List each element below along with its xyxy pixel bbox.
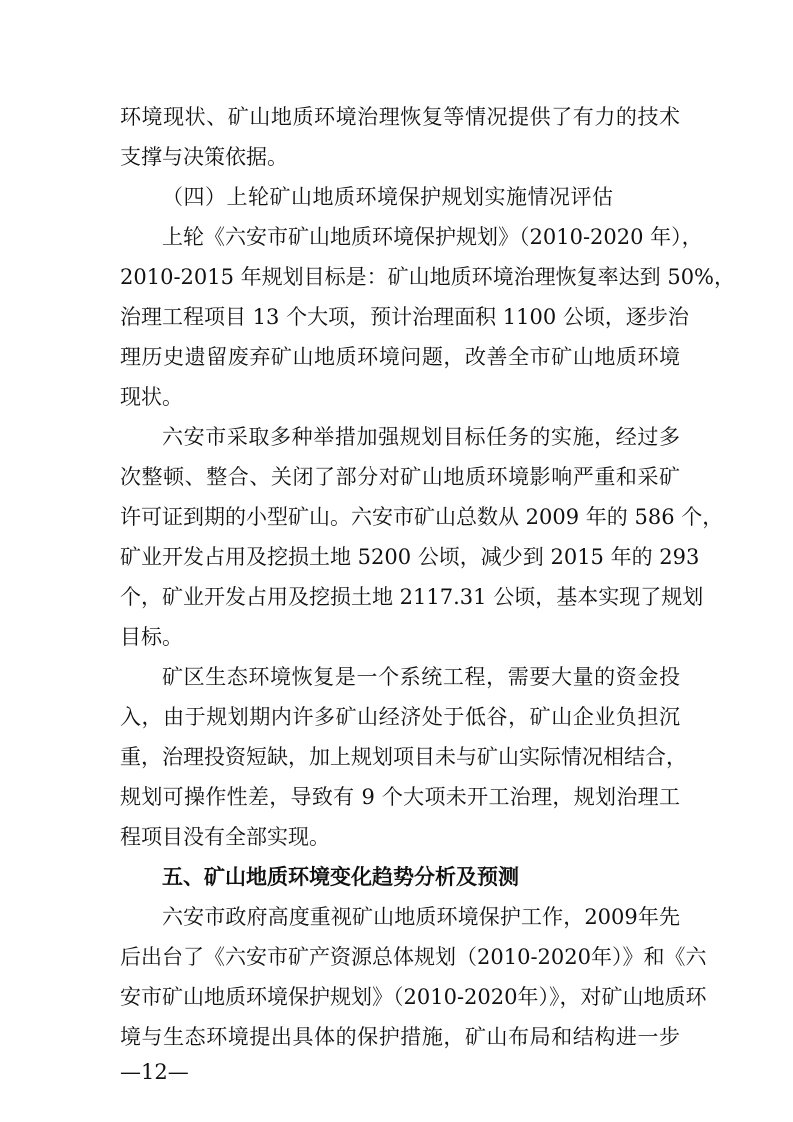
text-line: 支撑与决策依据。 [120, 145, 288, 169]
text-line: 入，由于规划期内许多矿山经济处于低谷，矿山企业负担沉 [120, 705, 680, 729]
text-line: 目标。 [120, 625, 183, 649]
text-line: 程项目没有全部实现。 [120, 825, 330, 849]
text-line: 矿业开发占用及挖损土地 5200 公顷，减少到 2015 年的 293 [120, 545, 700, 569]
text-line: 安市矿山地质环境保护规划》（2010-2020年）》，对矿山地质环 [120, 985, 707, 1009]
text-line: 规划可操作性差，导致有 9 个大项未开工治理，规划治理工 [120, 785, 680, 809]
text-line: 环境现状、矿山地质环境治理恢复等情况提供了有力的技术 [120, 105, 680, 129]
text-line: 治理工程项目 13 个大项，预计治理面积 1100 公顷，逐步治 [120, 305, 689, 329]
text-line: 六安市采取多种举措加强规划目标任务的实施，经过多 [162, 425, 680, 449]
text-line: 矿区生态环境恢复是一个系统工程，需要大量的资金投 [162, 665, 680, 689]
text-line: 重，治理投资短缺，加上规划项目未与矿山实际情况相结合， [120, 745, 687, 769]
text-line: 2010-2015 年规划目标是：矿山地质环境治理恢复率达到 50%， [120, 265, 736, 289]
text-line: 个，矿业开发占用及挖损土地 2117.31 公顷，基本实现了规划 [120, 585, 704, 609]
page-number: —12— [120, 1060, 189, 1084]
text-line: 理历史遗留废弃矿山地质环境问题，改善全市矿山地质环境 [120, 345, 680, 369]
text-line: 现状。 [120, 385, 183, 409]
section-subheading: （四）上轮矿山地质环境保护规划实施情况评估 [162, 185, 614, 209]
text-line: 许可证到期的小型矿山。六安市矿山总数从 2009 年的 586 个， [120, 505, 724, 529]
section-heading: 五、矿山地质环境变化趋势分析及预测 [162, 865, 519, 889]
text-line: 后出台了《六安市矿产资源总体规划（2010-2020年）》和《六 [120, 945, 707, 969]
text-line: 境与生态环境提出具体的保护措施，矿山布局和结构进一步 [120, 1025, 680, 1049]
text-line: 上轮《六安市矿山地质环境保护规划》（2010-2020 年）， [162, 225, 703, 249]
text-line: 次整顿、整合、关闭了部分对矿山地质环境影响严重和采矿 [120, 465, 680, 489]
text-line: 六安市政府高度重视矿山地质环境保护工作，2009年先 [162, 905, 680, 929]
